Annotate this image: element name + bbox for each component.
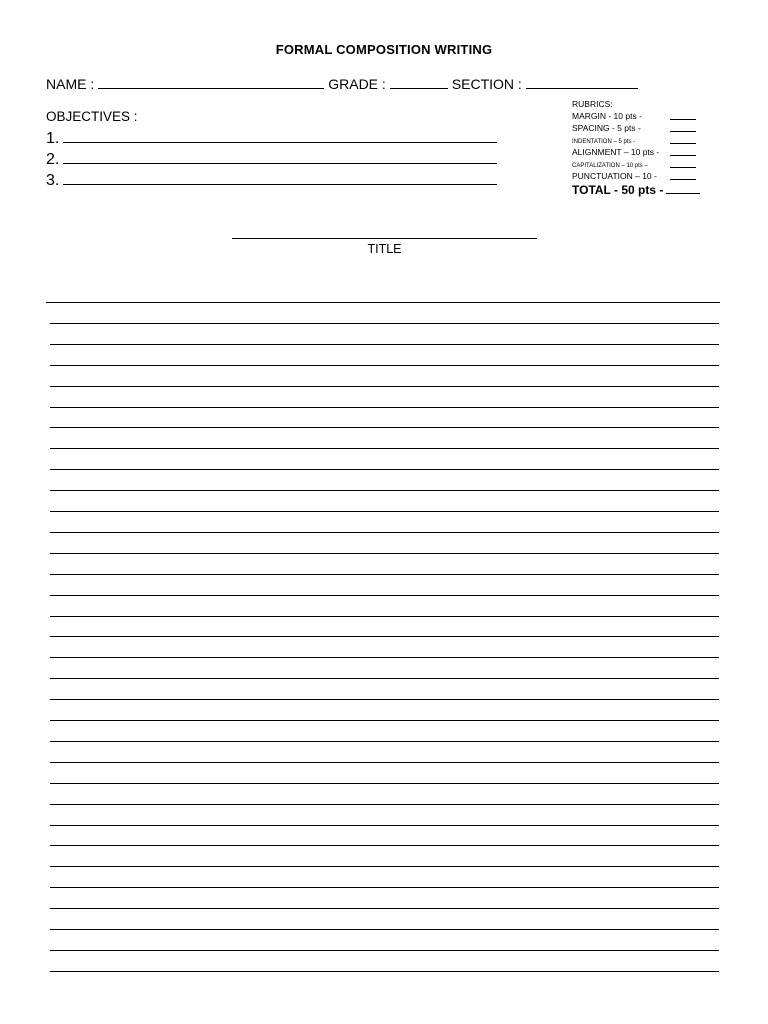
writing-line[interactable]	[50, 532, 719, 533]
writing-line[interactable]	[50, 616, 719, 617]
writing-line[interactable]	[50, 887, 719, 888]
writing-line[interactable]	[50, 490, 719, 491]
rubric-indentation-text: INDENTATION – 5 pts -	[572, 139, 636, 145]
objective-number: 2.	[46, 151, 60, 168]
rubric-punctuation-text: PUNCTUATION – 10 -	[572, 171, 657, 181]
page-heading: FORMAL COMPOSITION WRITING	[275, 42, 493, 57]
rubric-alignment-text: ALIGNMENT – 10 pts -	[572, 147, 660, 157]
section-label: SECTION :	[451, 76, 522, 92]
writing-line[interactable]	[50, 407, 719, 408]
writing-line[interactable]	[50, 323, 719, 324]
title-label: TITLE	[367, 242, 402, 256]
writing-line[interactable]	[50, 741, 719, 742]
writing-line[interactable]	[50, 636, 719, 637]
writing-line[interactable]	[50, 386, 719, 387]
writing-line[interactable]	[50, 950, 719, 951]
rubric-total-text: TOTAL - 50 pts -	[572, 183, 664, 197]
writing-line[interactable]	[50, 825, 719, 826]
writing-line[interactable]	[46, 302, 720, 303]
writing-line[interactable]	[50, 783, 719, 784]
writing-line[interactable]	[50, 866, 719, 867]
grade-label: GRADE :	[328, 76, 386, 92]
writing-line[interactable]	[50, 908, 719, 909]
writing-line[interactable]	[50, 553, 719, 554]
rubric-margin-text: MARGIN - 10 pts -	[572, 111, 642, 121]
writing-line[interactable]	[50, 469, 719, 470]
writing-line[interactable]	[50, 971, 719, 972]
objective-number: 3.	[46, 172, 60, 189]
writing-line[interactable]	[50, 427, 719, 428]
writing-line[interactable]	[50, 657, 719, 658]
writing-line[interactable]	[50, 511, 719, 512]
writing-line[interactable]	[50, 845, 719, 846]
writing-line[interactable]	[50, 720, 719, 721]
writing-line[interactable]	[50, 448, 719, 449]
writing-line[interactable]	[50, 574, 719, 575]
writing-line[interactable]	[50, 699, 719, 700]
rubrics-label: RUBRICS:	[572, 99, 613, 109]
writing-line[interactable]	[50, 678, 719, 679]
writing-line[interactable]	[50, 365, 719, 366]
writing-line[interactable]	[50, 595, 719, 596]
writing-line[interactable]	[50, 804, 719, 805]
writing-line[interactable]	[50, 344, 719, 345]
rubric-capitalization-text: CAPITALIZATION – 10 pts –	[572, 163, 648, 169]
rubric-spacing-text: SPACING - 5 pts -	[572, 123, 641, 133]
writing-line[interactable]	[50, 929, 719, 930]
name-label: NAME :	[46, 76, 95, 92]
writing-line[interactable]	[50, 762, 719, 763]
objective-number: 1.	[46, 130, 60, 147]
objectives-label: OBJECTIVES :	[46, 109, 138, 124]
